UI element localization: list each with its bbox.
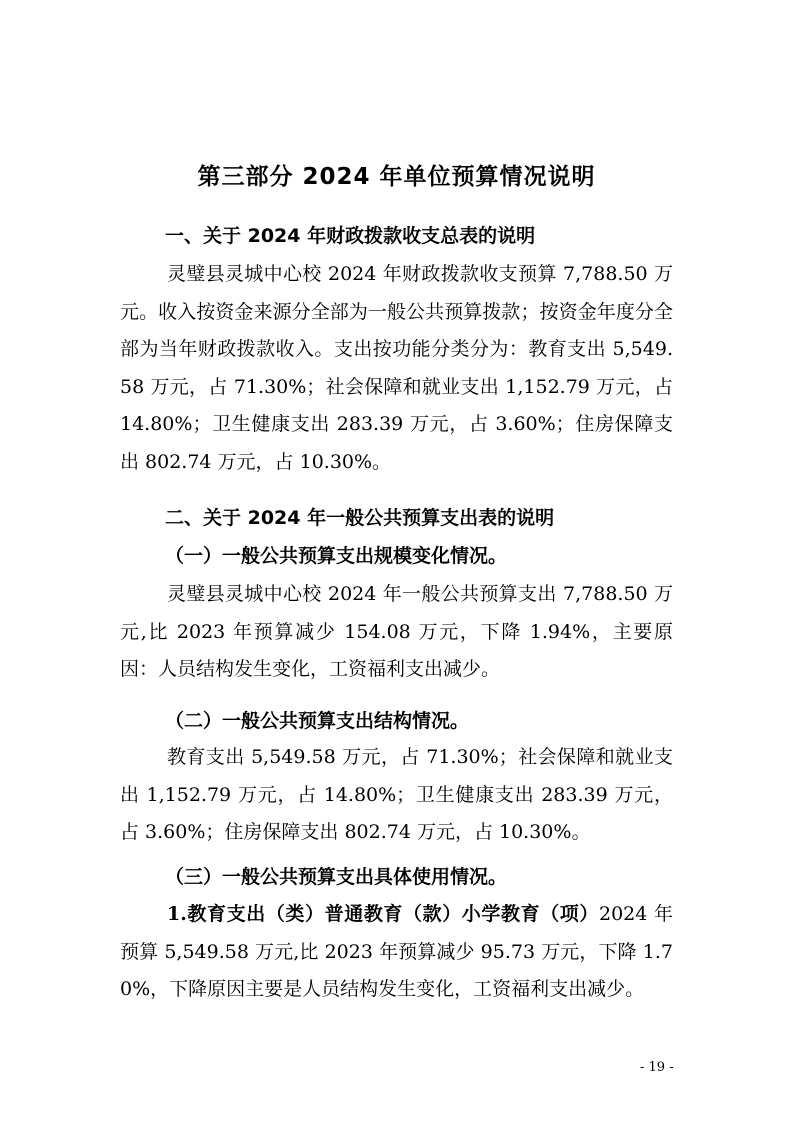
section2-heading: 二、关于 2024 年一般公共预算支出表的说明 bbox=[165, 507, 555, 529]
item1-lead: 1.教育支出（类）普通教育（款）小学教育（项） bbox=[167, 903, 599, 925]
subsection1-body: 灵璧县灵城中心校 2024 年一般公共预算支出 7,788.50 万元,比 2023 年预算减少 154.08 万元，下降 1.94%，主要原因：人员结构发生变化，工资福利支出减少。 bbox=[120, 583, 673, 681]
subsection2-body: 教育支出 5,549.58 万元，占 71.30%；社会保障和就业支出 1,152.79 万元，占 14.80%；卫生健康支出 283.39 万元，占 3.60%；住房保障支出 802.74 万元，占 10.30%。 bbox=[120, 746, 673, 844]
subsection2-heading: （二）一般公共预算支出结构情况。 bbox=[165, 710, 470, 732]
section1-body: 灵璧县灵城中心校 2024 年财政拨款收支预算 7,788.50 万元。收入按资金来源分全部为一般公共预算拨款；按资金年度分全部为当年财政拨款收入。支出按功能分类分为：教育支出 5,549.58 万元，占 71.30%；社会保障和就业支出 1,152.79 万元，占 14.80%；卫生健康支出 283.39 万元，占 3.60%；住房保障支出 802.74 万元，占 10.30%。 bbox=[120, 263, 673, 473]
item1-body: 2024 年预算 5,549.58 万元,比 2023 年预算减少 95.73 万元，下降 1.70%，下降原因主要是人员结构发生变化，工资福利支出减少。 bbox=[120, 903, 673, 1001]
page-title: 第三部分 2024 年单位预算情况说明 bbox=[197, 164, 596, 190]
subsection3-item1 bbox=[120, 896, 673, 1009]
subsection1-heading: （一）一般公共预算支出规模变化情况。 bbox=[165, 545, 508, 567]
subsection3-heading: （三）一般公共预算支出具体使用情况。 bbox=[165, 866, 508, 888]
page-number: - 19 - bbox=[640, 1060, 674, 1075]
section1-heading: 一、关于 2024 年财政拨款收支总表的说明 bbox=[165, 225, 536, 247]
